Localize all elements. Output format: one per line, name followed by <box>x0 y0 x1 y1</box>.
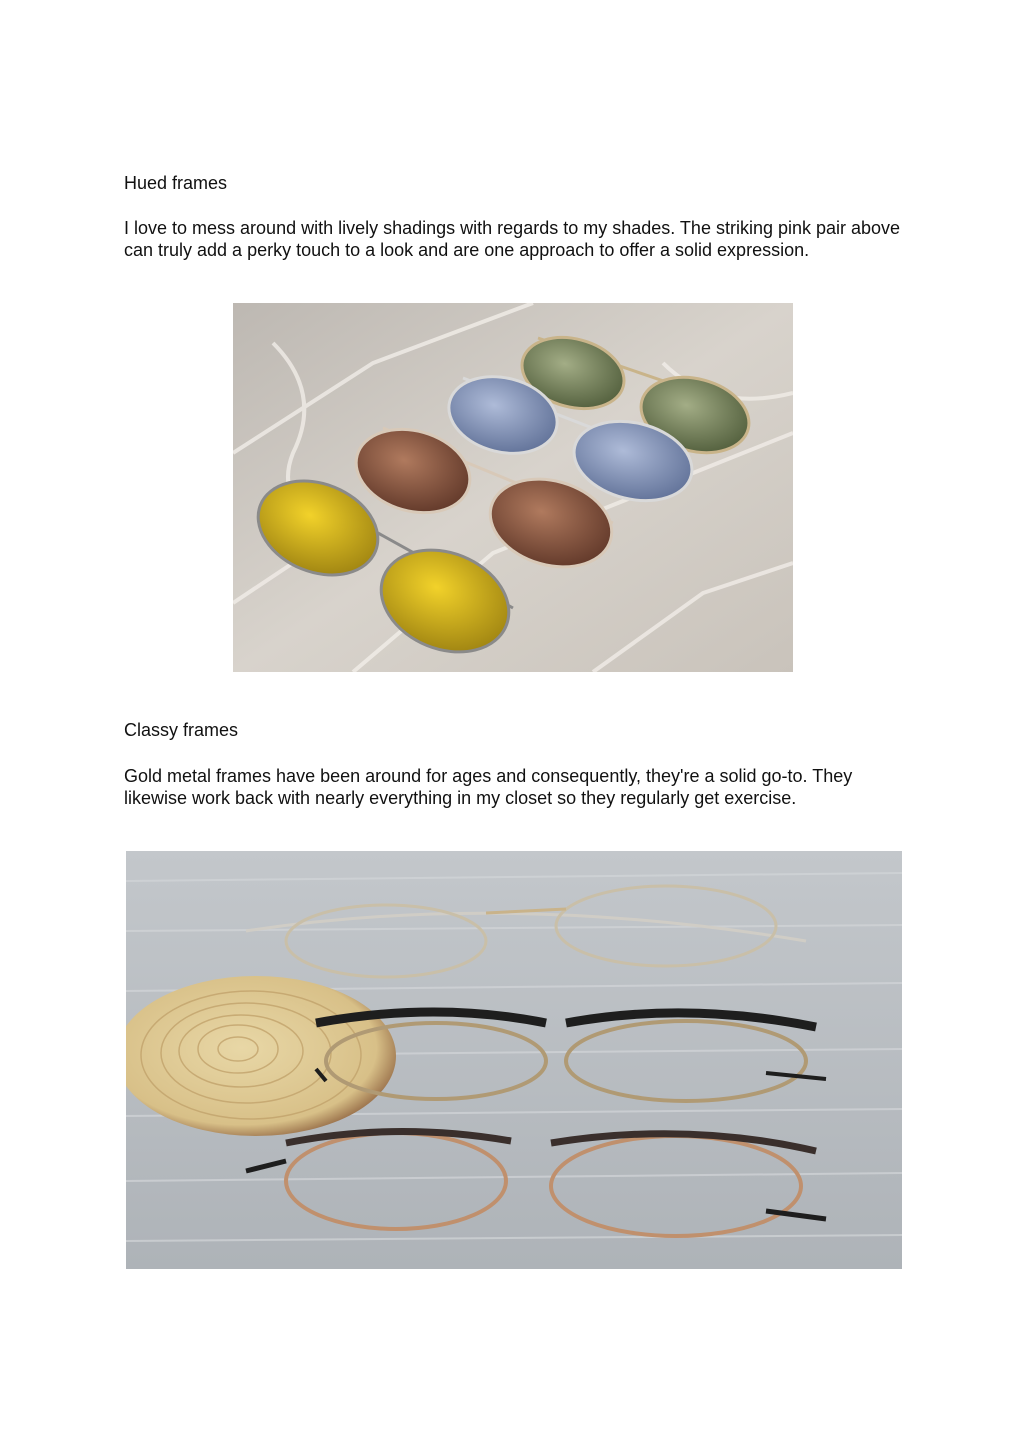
section-body-hued-frames: I love to mess around with lively shadings with regards to my shades. The striking pink pair above can truly add a perky touch to a look and are one approach to offer a solid expression. <box>124 218 901 260</box>
section-heading-hued-frames: Hued frames <box>124 173 228 193</box>
eyeglasses-photo <box>126 851 902 1269</box>
section-heading-classy-frames: Classy frames <box>124 720 239 740</box>
tinted-sunglasses-photo <box>233 303 793 672</box>
section-body-classy-frames: Gold metal frames have been around for ages and consequently, they're a solid go-to. They likewise work back with nearly everything in my closet so they regularly get exercise. <box>124 766 853 808</box>
